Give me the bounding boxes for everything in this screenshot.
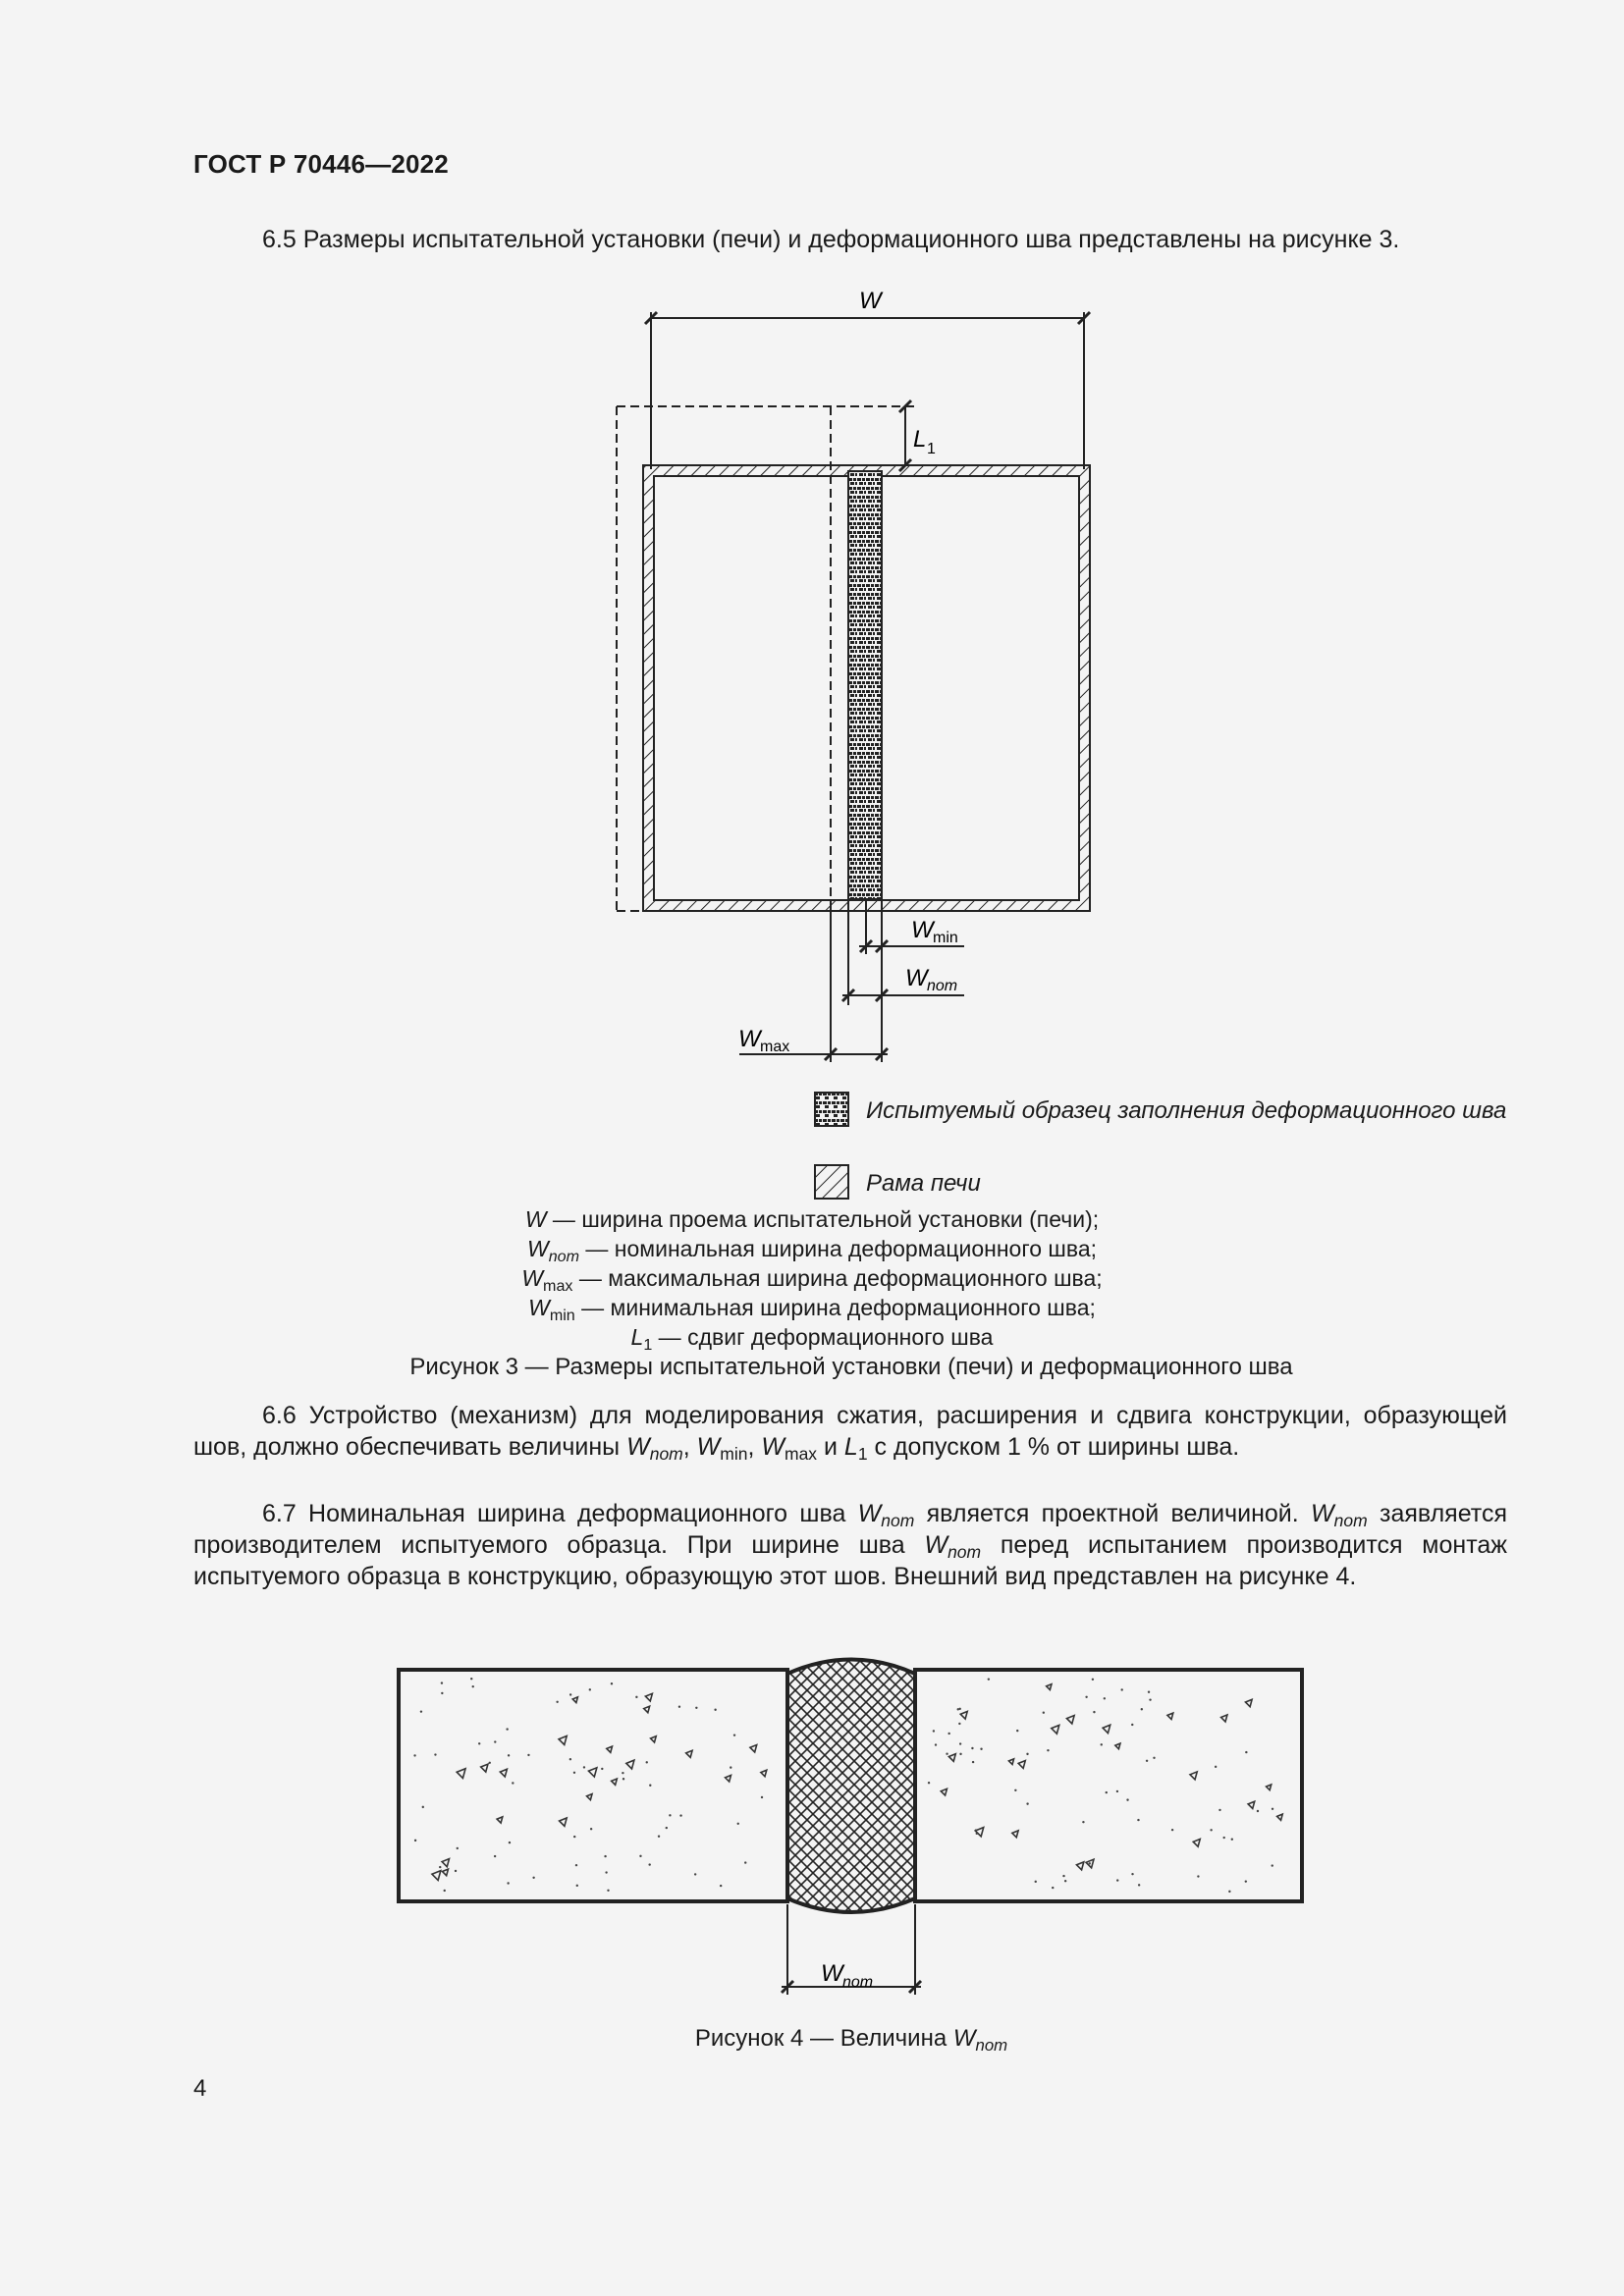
svg-text:W: W: [905, 965, 928, 991]
aggregate-dot: [1137, 1819, 1139, 1821]
label-l1: L: [913, 426, 927, 453]
aggregate-dot: [1043, 1712, 1045, 1714]
aggregate-dot: [988, 1678, 990, 1680]
aggregate-dot: [737, 1823, 739, 1825]
figure-3-diagram: [0, 0, 1624, 1090]
aggregate-dot: [976, 1833, 978, 1835]
aggregate-dot: [569, 1693, 571, 1695]
paragraph-6-7: 6.7 Номинальная ширина деформационного шва $W_{nom}$ является проектной величиной. $W_{nom}$ заявляется производителем испытуемого образца. При ширине шва $W_{nom}$ перед испытанием производится монтаж испытуемого образца в конструкцию, образующую этот шов. Внешний вид представлен на рисунке 4.: [193, 1500, 1507, 1590]
aggregate-dot: [1228, 1891, 1230, 1893]
aggregate-dot: [1141, 1708, 1143, 1710]
aggregate-dot: [494, 1740, 496, 1742]
aggregate-dot: [1026, 1753, 1028, 1755]
figure-3-caption: Рисунок 3 — Размеры испытательной установки (печи) и деформационного шва: [409, 1354, 1293, 1380]
aggregate-dot: [1052, 1887, 1054, 1889]
aggregate-dot: [444, 1890, 446, 1892]
aggregate-dot: [1062, 1875, 1064, 1877]
aggregate-dot: [1222, 1837, 1224, 1839]
aggregate-dot: [933, 1730, 935, 1732]
svg-text:1: 1: [927, 441, 936, 457]
aggregate-dot: [1171, 1829, 1173, 1831]
aggregate-dot: [971, 1747, 973, 1749]
aggregate-dot: [1047, 1749, 1049, 1751]
aggregate-dot: [1138, 1884, 1140, 1886]
aggregate-dot: [575, 1864, 577, 1866]
aggregate-dot: [489, 1762, 491, 1764]
aggregate-dot: [1218, 1809, 1220, 1811]
aggregate-dot: [507, 1882, 509, 1884]
aggregate-dot: [744, 1861, 746, 1863]
aggregate-dot: [1197, 1875, 1199, 1877]
svg-text:min: min: [933, 930, 958, 946]
aggregate-dot: [607, 1890, 609, 1892]
aggregate-dot: [1026, 1802, 1028, 1804]
aggregate-dot: [935, 1743, 937, 1745]
aggregate-dot: [1106, 1791, 1108, 1793]
aggregate-dot: [980, 1748, 982, 1750]
aggregate-dot: [678, 1706, 680, 1708]
aggregate-dot: [1089, 1862, 1091, 1864]
aggregate-dot: [694, 1873, 696, 1875]
aggregate-dot: [583, 1766, 585, 1768]
definition-wmax: $W_{max}$ — максимальная ширина деформационного шва;: [521, 1265, 1103, 1295]
aggregate-dot: [946, 1752, 947, 1754]
aggregate-dot: [720, 1885, 722, 1887]
svg-text:W: W: [911, 917, 934, 943]
aggregate-dot: [441, 1692, 443, 1694]
aggregate-dot: [455, 1870, 457, 1872]
aggregate-dot: [532, 1877, 534, 1879]
svg-text:nom: nom: [842, 1974, 874, 1991]
definition-l1: $L_1$ — сдвиг деформационного шва: [630, 1324, 994, 1354]
aggregate-dot: [439, 1866, 441, 1868]
aggregate-dot: [648, 1863, 650, 1865]
aggregate-dot: [1153, 1757, 1155, 1759]
paragraph-6-5: 6.5 Размеры испытательной установки (печи) и деформационного шва представлены на рисунке 3.: [262, 226, 1400, 253]
aggregate-dot: [639, 1855, 641, 1857]
aggregate-dot: [420, 1710, 422, 1712]
aggregate-dot: [605, 1871, 607, 1873]
aggregate-dot: [695, 1707, 697, 1709]
aggregate-dot: [635, 1696, 637, 1698]
aggregate-dot: [569, 1758, 571, 1760]
aggregate-dot: [611, 1682, 613, 1684]
aggregate-dot: [589, 1688, 591, 1690]
aggregate-dot: [470, 1678, 472, 1680]
legend-sample-text: Испытуемый образец заполнения деформационного шва: [866, 1097, 1507, 1124]
aggregate-dot: [1064, 1880, 1066, 1882]
aggregate-dot: [972, 1761, 974, 1763]
aggregate-dot: [434, 1753, 436, 1755]
aggregate-dot: [646, 1761, 648, 1763]
aggregate-dot: [1131, 1873, 1133, 1875]
aggregate-dot: [506, 1728, 508, 1730]
aggregate-dot: [1149, 1698, 1151, 1700]
aggregate-dot: [1245, 1751, 1247, 1753]
aggregate-dot: [1126, 1798, 1128, 1800]
aggregate-dot: [1272, 1808, 1273, 1810]
aggregate-dot: [1146, 1760, 1148, 1762]
dimension-w: [645, 288, 1090, 469]
aggregate-dot: [1210, 1829, 1212, 1831]
aggregate-dot: [959, 1742, 961, 1744]
aggregate-dot: [679, 1814, 681, 1816]
legend-sample-swatch: [814, 1092, 851, 1129]
svg-text:W: W: [738, 1026, 761, 1052]
aggregate-dot: [512, 1782, 514, 1784]
figure-3-definitions: [295, 1204, 1329, 1352]
aggregate-dot: [1231, 1839, 1233, 1841]
joint-sample: [848, 471, 882, 899]
paragraph-6-6: 6.6 Устройство (механизм) для моделирования сжатия, расширения и сдвига конструкции, образующей шов, должно обеспечивать величины $W_{nom}$, $W_{min}$, $W_{max}$ и $L_1$ с допуском 1 % от ширины шва.: [193, 1402, 1507, 1464]
aggregate-dot: [928, 1782, 930, 1784]
aggregate-dot: [1104, 1697, 1106, 1699]
aggregate-dot: [413, 1754, 415, 1756]
svg-text:max: max: [760, 1039, 790, 1055]
aggregate-dot: [733, 1734, 735, 1735]
aggregate-dot: [472, 1685, 474, 1687]
figure-4-caption: Рисунок 4 — Величина $W_{nom}$: [694, 2025, 1008, 2055]
legend-frame-swatch: [814, 1164, 851, 1201]
aggregate-dot: [1131, 1724, 1133, 1726]
concrete-right: [915, 1670, 1302, 1901]
aggregate-dot: [509, 1842, 511, 1843]
definition-wmin: $W_{min}$ — минимальная ширина деформационного шва;: [528, 1295, 1096, 1324]
aggregate-dot: [457, 1847, 459, 1849]
aggregate-dot: [1116, 1790, 1118, 1792]
aggregate-dot: [761, 1796, 763, 1798]
aggregate-dot: [623, 1778, 624, 1780]
aggregate-dot: [573, 1772, 575, 1774]
joint-filler: [787, 1660, 915, 1913]
aggregate-dot: [958, 1723, 960, 1725]
document-header: ГОСТ Р 70446—2022: [193, 149, 449, 179]
dimension-l1: [899, 400, 936, 471]
aggregate-dot: [604, 1855, 606, 1857]
aggregate-dot: [576, 1885, 578, 1887]
aggregate-dot: [1148, 1691, 1150, 1693]
aggregate-dot: [959, 1753, 961, 1755]
aggregate-dot: [601, 1768, 603, 1770]
figure-4-diagram: [0, 1649, 1624, 2002]
aggregate-dot: [649, 1785, 651, 1787]
aggregate-dot: [1093, 1711, 1095, 1713]
aggregate-dot: [714, 1709, 716, 1711]
aggregate-dot: [658, 1836, 660, 1838]
aggregate-dot: [422, 1806, 424, 1808]
aggregate-dot: [508, 1754, 510, 1756]
aggregate-dot: [1245, 1880, 1247, 1882]
aggregate-dot: [730, 1766, 731, 1768]
aggregate-dot: [1215, 1766, 1217, 1768]
aggregate-dot: [669, 1814, 671, 1816]
aggregate-dot: [1120, 1688, 1122, 1690]
aggregate-dot: [573, 1836, 575, 1838]
aggregate-dot: [494, 1855, 496, 1857]
aggregate-dot: [1016, 1730, 1018, 1732]
aggregate-dot: [414, 1840, 416, 1842]
aggregate-dot: [1257, 1810, 1259, 1812]
legend-frame-text: Рама печи: [866, 1170, 981, 1197]
aggregate-dot: [1085, 1696, 1087, 1698]
aggregate-dot: [957, 1708, 959, 1710]
aggregate-dot: [441, 1682, 443, 1683]
aggregate-dot: [1116, 1879, 1118, 1881]
aggregate-dot: [590, 1828, 592, 1830]
aggregate-dot: [622, 1772, 623, 1774]
svg-text:nom: nom: [927, 978, 958, 994]
aggregate-dot: [1014, 1789, 1016, 1791]
aggregate-dot: [556, 1701, 558, 1703]
aggregate-dot: [1092, 1679, 1094, 1681]
aggregate-dot: [666, 1827, 668, 1829]
concrete-left: [399, 1670, 787, 1901]
definition-w: W — ширина проема испытательной установки (печи);: [524, 1206, 1100, 1232]
definition-wnom: $W_{nom}$ — номинальная ширина деформационного шва;: [526, 1236, 1097, 1265]
aggregate-dot: [975, 1829, 977, 1831]
aggregate-dot: [478, 1742, 480, 1744]
aggregate-dot: [1272, 1864, 1273, 1866]
aggregate-dot: [947, 1733, 949, 1735]
aggregate-dot: [527, 1754, 529, 1756]
label-wnom: W: [821, 1960, 843, 1987]
aggregate-dot: [1101, 1743, 1103, 1745]
aggregate-dot: [1035, 1881, 1037, 1883]
label-w: W: [859, 288, 882, 314]
aggregate-dot: [1082, 1821, 1084, 1823]
page-number: 4: [193, 2075, 207, 2102]
